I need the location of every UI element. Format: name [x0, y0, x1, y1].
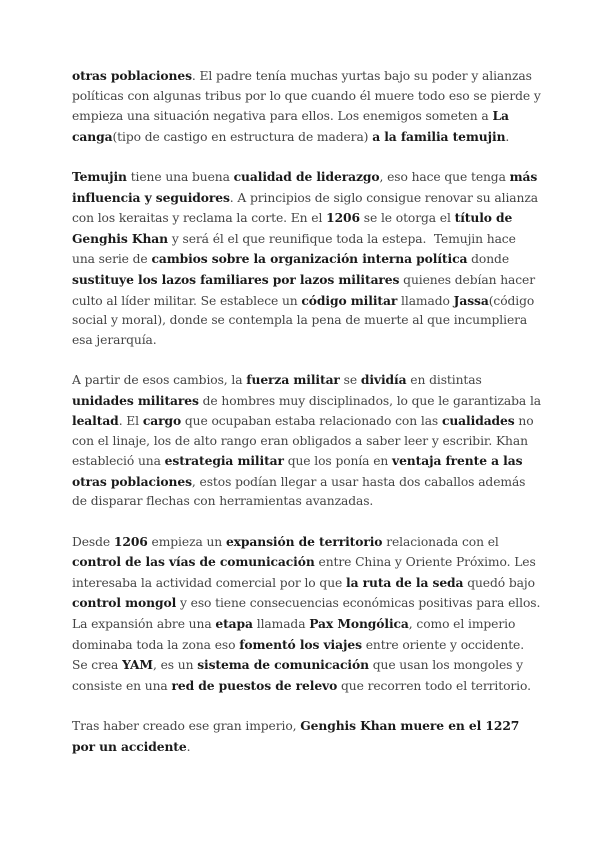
paragraph-3	[72, 370, 542, 512]
bold-text: YAM	[122, 657, 153, 673]
text-run: llamada	[252, 617, 310, 632]
text-run: que usan los mongoles y consiste en una	[72, 658, 523, 693]
bold-text: cargo	[142, 413, 182, 429]
text-run: quienes debían hacer culto al líder militar. Se establece un	[72, 272, 535, 308]
text-run: empieza un	[147, 534, 226, 549]
text-run: , es un	[152, 658, 198, 673]
text-run: Se crea	[72, 658, 123, 673]
bold-text: unidades militares	[72, 392, 199, 408]
bold-text: 1206	[326, 210, 360, 226]
bold-text: La canga	[72, 108, 509, 144]
text-run: tiene una buena	[126, 169, 234, 184]
text-run: se	[339, 372, 361, 387]
text-run: A partir de esos cambios, la	[72, 372, 247, 387]
text-run: , estos podían llegar a usar hasta dos caballos además de disparar flechas con herramientas avanzadas.	[72, 474, 526, 509]
bold-text: expansión de territorio	[225, 533, 383, 549]
bold-text: título de Genghis Khan	[72, 210, 513, 246]
text-run: , como el imperio dominaba toda la zona eso	[72, 617, 516, 652]
bold-text: red de puestos de relevo	[171, 677, 338, 693]
text-run: no con el linaje, los de alto rango eran obligados a saber leer y escribir. Khan estableció una	[72, 414, 534, 469]
text-run: (tipo de castigo en estructura de madera)	[112, 129, 373, 144]
bold-text: cambios sobre la organización interna política	[151, 251, 468, 267]
bold-text: Jassa	[453, 292, 489, 308]
bold-text: 1206	[113, 533, 148, 549]
text-run: relacionada con el	[382, 534, 499, 549]
bold-text: dividía	[360, 371, 407, 387]
bold-text: Temujin	[72, 168, 127, 184]
text-run: (código social y moral), donde se contempla la pena de muerte al que incumpliera esa jerarquía.	[72, 293, 535, 347]
bold-text: control mongol	[72, 595, 177, 611]
bold-text: código militar	[301, 292, 398, 308]
text-run: entre oriente y occidente.	[361, 637, 525, 652]
paragraph-5	[72, 716, 542, 757]
bold-text: cualidades	[441, 413, 515, 429]
text-run: de hombres muy disciplinados, lo que le garantizaba la	[198, 393, 542, 408]
text-run: . A principios de siglo consigue renovar su alianza con los keraitas y reclama la corte. En el	[72, 190, 538, 226]
paragraph-2	[72, 167, 542, 350]
text-run: quedó bajo	[463, 575, 535, 590]
bold-text: Genghis Khan muere en el 1227 por un accidente	[72, 718, 520, 754]
bold-text: fuerza militar	[246, 371, 340, 387]
text-run: entre China y Oriente Próximo. Les interesaba la actividad comercial por lo que	[72, 555, 536, 590]
bold-text: sistema de comunicación	[197, 657, 369, 673]
text-run: . El padre tenía muchas yurtas bajo su poder y alianzas políticas con algunas tribus por lo que cuando él muere todo eso se pierde y empieza una situación negativa para ellos. Los enemigos someten a	[72, 69, 541, 124]
text-run: , eso hace que tenga	[379, 169, 510, 184]
text-run: .	[505, 129, 510, 144]
bold-text: sustituye los lazos familiares por lazos militares	[72, 271, 400, 287]
text-run: Tras haber creado ese gran imperio,	[72, 719, 301, 733]
bold-text: fomentó los viajes	[239, 636, 362, 652]
text-run: que ocupaban estaba relacionado con las	[181, 414, 442, 429]
document-page	[72, 66, 542, 777]
bold-text: lealtad	[72, 413, 119, 429]
text-run: donde	[467, 252, 509, 267]
bold-text: otras poblaciones	[72, 68, 192, 83]
bold-text: control de las vías de comunicación	[72, 554, 315, 570]
text-run: llamado	[397, 293, 454, 308]
bold-text: cualidad de liderazgo	[233, 168, 380, 184]
text-run: y eso tiene consecuencias económicas positivas para ellos. La expansión abre una	[72, 596, 541, 632]
text-run: .	[186, 739, 191, 754]
bold-text: ventaja frente a las otras poblaciones	[72, 453, 523, 489]
bold-text: a la familia temujin	[372, 128, 506, 144]
text-run: . El	[118, 414, 143, 429]
text-run: en distintas	[406, 372, 482, 387]
paragraph-4	[72, 532, 542, 697]
paragraph-1	[72, 66, 542, 147]
text-run: se le otorga el	[359, 211, 455, 226]
bold-text: estrategia militar	[164, 453, 284, 469]
bold-text: la ruta de la seda	[346, 574, 464, 590]
bold-text: Pax Mongólica	[309, 616, 409, 632]
text-run: que recorren todo el territorio.	[337, 678, 531, 693]
text-run: que los ponía en	[283, 454, 393, 469]
text-run: Desde	[72, 534, 114, 549]
bold-text: etapa	[215, 616, 253, 632]
bold-text: más influencia y seguidores	[72, 168, 538, 205]
text-run: y será él el que reunifique toda la estepa. Temujin hace una serie de	[72, 231, 516, 267]
